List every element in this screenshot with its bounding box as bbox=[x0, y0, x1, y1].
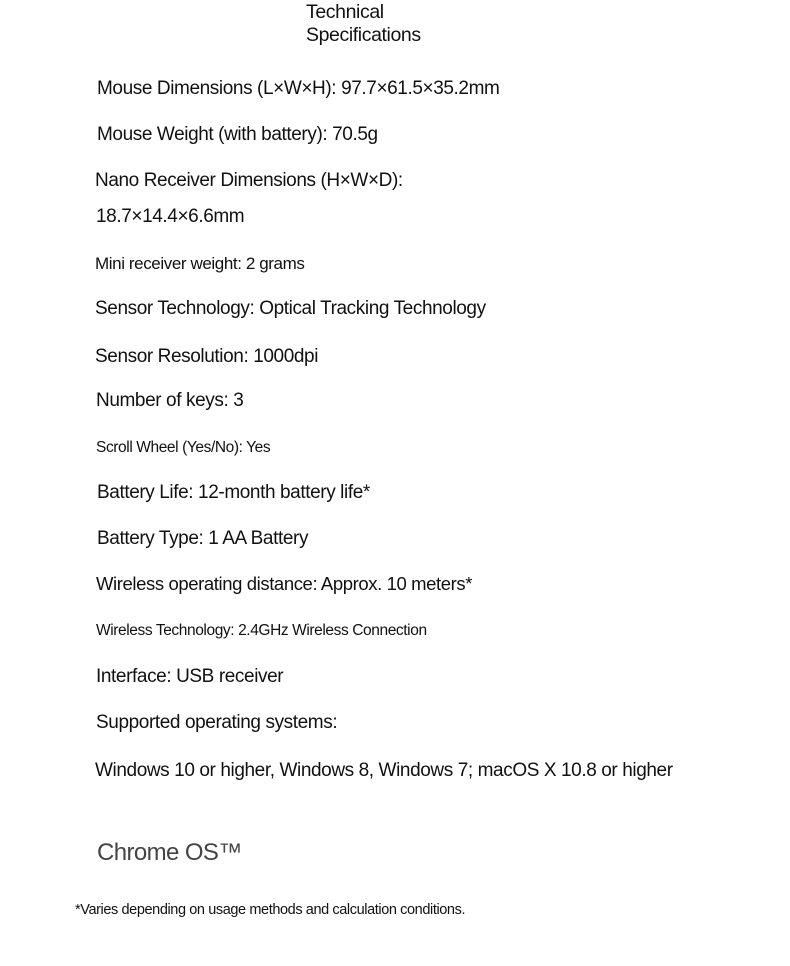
spec-supported-os-value: Windows 10 or higher, Windows 8, Windows 7; macOS X 10.8 or higher bbox=[95, 760, 673, 781]
spec-interface: Interface: USB receiver bbox=[96, 666, 284, 687]
spec-wireless-distance: Wireless operating distance: Approx. 10 meters* bbox=[96, 573, 473, 594]
spec-chrome-os: Chrome OS™ bbox=[97, 839, 242, 866]
spec-scroll-wheel: Scroll Wheel (Yes/No): Yes bbox=[96, 439, 271, 456]
spec-nano-receiver-value: 18.7×14.4×6.6mm bbox=[96, 206, 245, 227]
page-title bbox=[306, 1, 506, 47]
footnote: *Varies depending on usage methods and calculation conditions. bbox=[75, 902, 466, 918]
title-line-2: Specifications bbox=[306, 24, 421, 46]
spec-sensor-resolution: Sensor Resolution: 1000dpi bbox=[95, 346, 319, 367]
spec-mouse-weight: Mouse Weight (with battery): 70.5g bbox=[97, 124, 378, 145]
spec-battery-type: Battery Type: 1 AA Battery bbox=[97, 528, 309, 549]
spec-number-of-keys: Number of keys: 3 bbox=[96, 390, 244, 411]
spec-mouse-dimensions: Mouse Dimensions (L×W×H): 97.7×61.5×35.2mm bbox=[97, 78, 500, 99]
spec-supported-os-label: Supported operating systems: bbox=[96, 712, 338, 733]
spec-nano-receiver-label: Nano Receiver Dimensions (H×W×D): bbox=[95, 170, 403, 191]
spec-battery-life: Battery Life: 12-month battery life* bbox=[97, 482, 370, 503]
title-line-1: Technical bbox=[306, 1, 384, 23]
spec-sensor-technology: Sensor Technology: Optical Tracking Technology bbox=[95, 298, 486, 319]
spec-mini-receiver-weight: Mini receiver weight: 2 grams bbox=[95, 254, 305, 273]
spec-wireless-technology: Wireless Technology: 2.4GHz Wireless Connection bbox=[96, 622, 427, 639]
